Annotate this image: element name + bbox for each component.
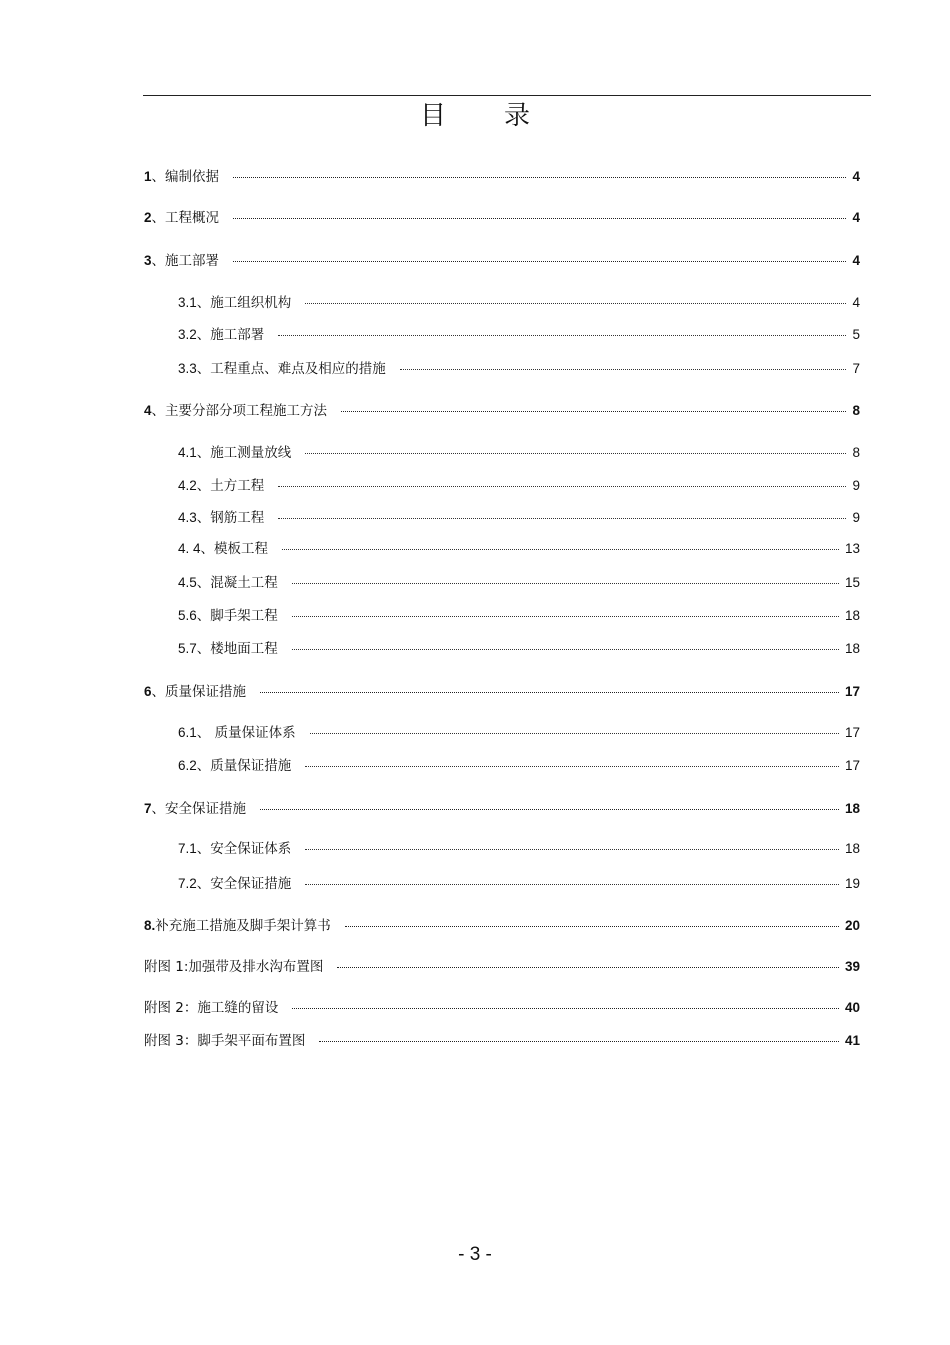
toc-entry-label: 附图 3：脚手架平面布置图	[144, 1033, 306, 1049]
toc-entry[interactable]	[178, 872, 860, 892]
toc-entry-label: 、施工组织机构	[196, 295, 292, 311]
toc-entry[interactable]	[178, 537, 860, 557]
toc-entry-number: 4	[144, 403, 152, 418]
toc-entry-number: 7.2	[178, 876, 197, 891]
toc-entry-label: 、模板工程	[200, 541, 269, 557]
toc-leader-dots	[233, 261, 846, 262]
toc-leader-dots	[305, 849, 839, 850]
toc-entry-label: 、土方工程	[196, 478, 265, 494]
toc-leader-dots	[310, 733, 839, 734]
toc-entry[interactable]	[178, 323, 860, 343]
toc-entry-page: 4	[852, 253, 860, 268]
toc-entry-page: 9	[852, 478, 860, 493]
toc-entry-label: 、工程概况	[151, 210, 220, 226]
toc-leader-dots	[292, 1008, 839, 1009]
toc-leader-dots	[305, 453, 846, 454]
toc-entry-label: 、脚手架工程	[196, 608, 278, 624]
toc-entry-label: 、安全保证措施	[196, 876, 292, 892]
page-number: - 3 -	[458, 1244, 492, 1265]
toc-entry[interactable]	[144, 206, 860, 226]
toc-leader-dots	[319, 1041, 839, 1042]
toc-entry-page: 39	[844, 959, 860, 974]
toc-entry-page: 18	[844, 608, 860, 623]
toc-leader-dots	[292, 649, 839, 650]
toc-leader-dots	[278, 518, 846, 519]
toc-entry-label: 、施工测量放线	[196, 445, 292, 461]
page-title	[0, 96, 950, 136]
toc-entry-number: 1	[144, 169, 152, 184]
toc-entry[interactable]	[178, 571, 860, 591]
toc-entry-page: 18	[844, 641, 860, 656]
toc-entry-label: 附图 1:加强带及排水沟布置图	[144, 959, 324, 975]
toc-entry-number: 4. 4	[178, 541, 201, 556]
toc-entry[interactable]	[178, 721, 860, 741]
toc-entry[interactable]	[144, 399, 860, 419]
toc-entry-label: 、主要分部分项工程施工方法	[151, 403, 328, 419]
toc-leader-dots	[260, 809, 839, 810]
toc-entry-number: 5.6	[178, 608, 197, 623]
toc-entry[interactable]	[144, 914, 860, 934]
toc-entry[interactable]	[144, 680, 860, 700]
toc-entry[interactable]	[144, 249, 860, 269]
toc-entry[interactable]	[178, 506, 860, 526]
toc-entry[interactable]	[144, 1029, 860, 1049]
toc-entry-number: 2	[144, 210, 152, 225]
toc-entry-label: 、编制依据	[151, 169, 220, 185]
toc-entry-number: 4.1	[178, 445, 197, 460]
toc-entry-page: 13	[844, 541, 860, 556]
toc-entry-label: 、安全保证措施	[151, 801, 247, 817]
toc-entry-page: 4	[852, 295, 860, 310]
toc-leader-dots	[233, 218, 846, 219]
toc-entry-page: 41	[844, 1033, 860, 1048]
toc-entry[interactable]	[178, 474, 860, 494]
toc-entry-label: 、质量保证措施	[196, 758, 292, 774]
toc-entry-page: 19	[844, 876, 860, 891]
toc-entry-page: 40	[844, 1000, 860, 1015]
toc-leader-dots	[305, 766, 839, 767]
toc-leader-dots	[337, 967, 839, 968]
toc-entry-page: 17	[844, 684, 860, 699]
toc-entry-number: 8.	[144, 918, 156, 933]
toc-entry-page: 5	[852, 327, 860, 342]
toc-leader-dots	[305, 884, 839, 885]
toc-leader-dots	[400, 369, 846, 370]
toc-entry-page: 4	[852, 210, 860, 225]
toc-entry-number: 3.2	[178, 327, 197, 342]
toc-entry-page: 20	[844, 918, 860, 933]
toc-entry[interactable]	[178, 637, 860, 657]
toc-leader-dots	[305, 303, 846, 304]
toc-entry[interactable]	[178, 357, 860, 377]
toc-entry[interactable]	[178, 441, 860, 461]
toc-entry[interactable]	[178, 837, 860, 857]
toc-entry-number: 4.5	[178, 575, 197, 590]
toc-entry-page: 18	[844, 801, 860, 816]
toc-entry-number: 4.3	[178, 510, 197, 525]
toc-entry-label: 、施工部署	[196, 327, 265, 343]
toc-entry-label: 、楼地面工程	[196, 641, 278, 657]
toc-entry-page: 18	[844, 841, 860, 856]
toc-entry-number: 6.2	[178, 758, 197, 773]
toc-entry-label: 、施工部署	[151, 253, 220, 269]
toc-entry[interactable]	[178, 754, 860, 774]
toc-entry-number: 4.2	[178, 478, 197, 493]
toc-entry-number: 7.1	[178, 841, 197, 856]
toc-entry[interactable]	[178, 291, 860, 311]
toc-entry-number: 3.3	[178, 361, 197, 376]
toc-entry-page: 17	[844, 758, 860, 773]
toc-entry-label: 附图 2：施工缝的留设	[144, 1000, 279, 1016]
toc-leader-dots	[260, 692, 839, 693]
toc-entry-number: 3	[144, 253, 152, 268]
toc-entry-label: 、工程重点、难点及相应的措施	[196, 361, 386, 377]
toc-entry-label: 、安全保证体系	[196, 841, 292, 857]
toc-entry-number: 3.1	[178, 295, 197, 310]
toc-leader-dots	[278, 486, 846, 487]
toc-entry-number: 6.1	[178, 725, 197, 740]
toc-entry-page: 7	[852, 361, 860, 376]
toc-entry-page: 17	[844, 725, 860, 740]
toc-entry-label: 补充施工措施及脚手架计算书	[155, 918, 331, 934]
toc-leader-dots	[345, 926, 839, 927]
toc-leader-dots	[341, 411, 846, 412]
toc-leader-dots	[278, 335, 846, 336]
toc-entry-label: 、混凝土工程	[196, 575, 278, 591]
toc-leader-dots	[292, 616, 839, 617]
toc-entry-page: 8	[852, 445, 860, 460]
toc-entry-page: 15	[844, 575, 860, 590]
toc-entry[interactable]	[144, 996, 860, 1016]
toc-leader-dots	[233, 177, 846, 178]
toc-entry-page: 4	[852, 169, 860, 184]
toc-entry[interactable]	[178, 604, 860, 624]
toc-entry[interactable]	[144, 165, 860, 185]
toc-entry[interactable]	[144, 797, 860, 817]
toc-entry-page: 8	[852, 403, 860, 418]
toc-entry-label: 、 质量保证体系	[196, 725, 296, 741]
toc-entry-number: 7	[144, 801, 152, 816]
page-title-left: 目	[419, 101, 446, 131]
toc-leader-dots	[282, 549, 839, 550]
toc-leader-dots	[292, 583, 839, 584]
toc-entry-number: 5.7	[178, 641, 197, 656]
toc-entry-page: 9	[852, 510, 860, 525]
toc-entry-label: 、质量保证措施	[151, 684, 247, 700]
toc-entry-number: 6	[144, 684, 152, 699]
page-title-right: 录	[504, 101, 531, 131]
toc-entry-label: 、钢筋工程	[196, 510, 265, 526]
toc-entry[interactable]	[144, 955, 860, 975]
